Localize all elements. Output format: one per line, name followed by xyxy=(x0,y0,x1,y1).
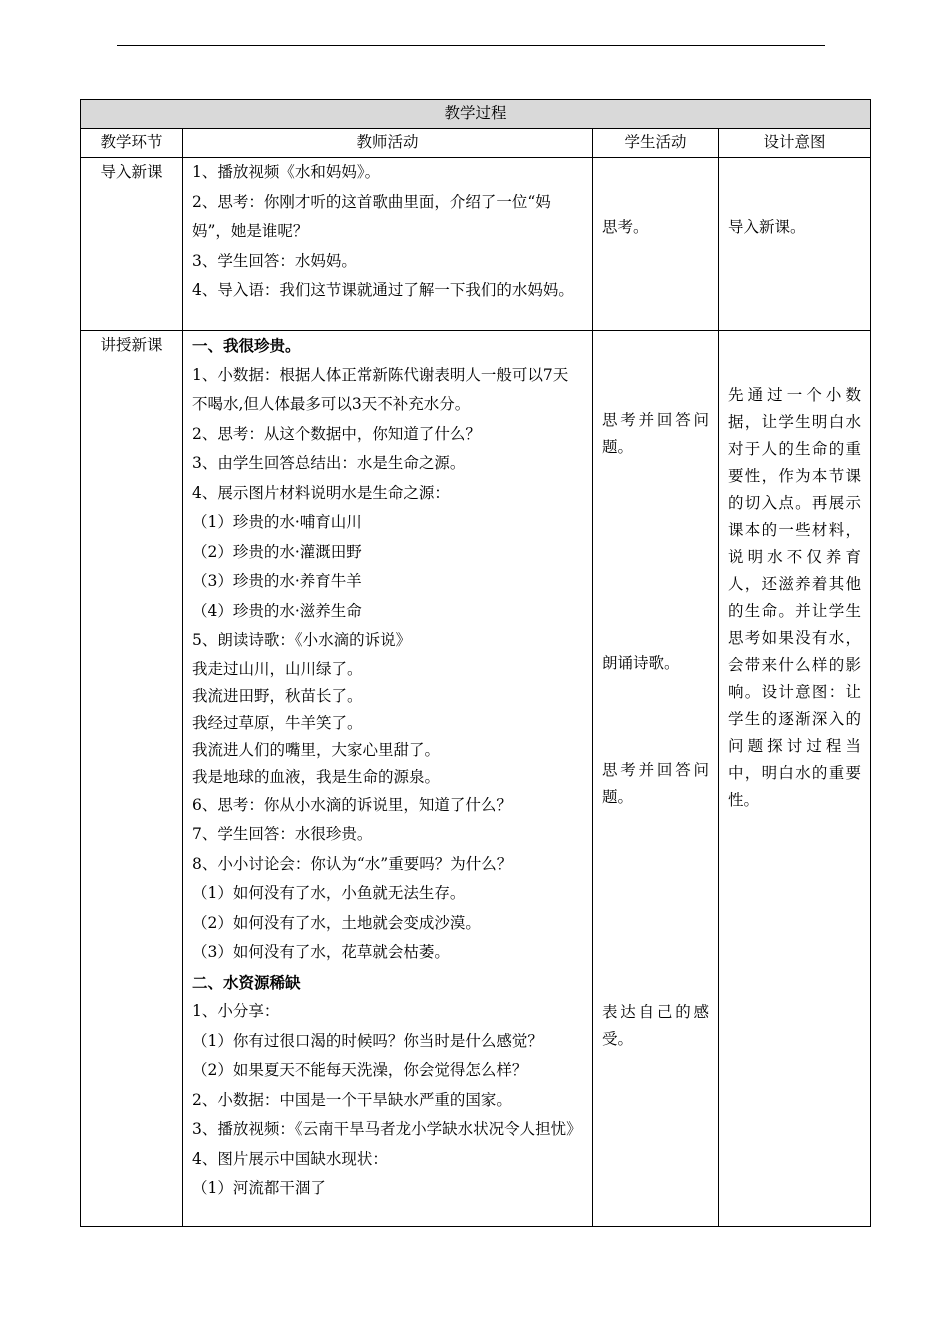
column-header-teacher: 教师活动 xyxy=(183,129,593,158)
section-heading: 二、水资源稀缺 xyxy=(192,972,301,992)
stage-cell: 导入新课 xyxy=(81,158,183,331)
teacher-subitem: （2）如果夏天不能每天洗澡，你会觉得怎么样？ xyxy=(192,1061,528,1079)
teacher-item: 1、播放视频《水和妈妈》。 xyxy=(192,163,381,181)
poem-line: 我流进人们的嘴里，大家心里甜了。 xyxy=(192,740,441,759)
column-header-intent: 设计意图 xyxy=(719,129,871,158)
teacher-item: 5、朗读诗歌：《小水滴的诉说》 xyxy=(192,631,412,649)
student-item: 思考并回答问题。 xyxy=(602,411,709,456)
design-intent-text: 导入新课。 xyxy=(728,218,806,236)
teacher-item: 3、由学生回答总结出：水是生命之源。 xyxy=(192,454,466,472)
poem-line: 我经过草原，牛羊笑了。 xyxy=(192,713,363,732)
teacher-item: 2、思考：从这个数据中，你知道了什么？ xyxy=(192,424,481,443)
student-item: 表达自己的感受。 xyxy=(602,1003,709,1048)
poem-line: 我走过山川，山川绿了。 xyxy=(192,659,363,678)
design-intent-cell xyxy=(719,331,871,1227)
student-item: 思考并回答问题。 xyxy=(602,761,709,806)
poem-line: 我是地球的血液，我是生命的源泉。 xyxy=(192,767,441,786)
teacher-subitem: （1）珍贵的水·哺育山川 xyxy=(192,513,362,531)
teacher-item: 8、小小讨论会：你认为“水”重要吗？为什么？ xyxy=(192,854,513,873)
table-header-row xyxy=(81,129,871,158)
teacher-subitem: （2）珍贵的水·灌溉田野 xyxy=(192,542,362,561)
teacher-subitem: （1）河流都干涸了 xyxy=(192,1179,326,1197)
teacher-subitem: （2）如何没有了水，土地就会变成沙漠。 xyxy=(192,913,481,932)
stage-cell: 讲授新课 xyxy=(81,331,183,1227)
teacher-item: 6、思考：你从小水滴的诉说里，知道了什么？ xyxy=(192,795,512,814)
student-item: 朗诵诗歌。 xyxy=(602,654,680,672)
teacher-activity-cell xyxy=(183,158,593,331)
teacher-subitem: （4）珍贵的水·滋养生命 xyxy=(192,601,362,620)
section-heading: 一、我很珍贵。 xyxy=(192,336,301,355)
teacher-item: 4、展示图片材料说明水是生命之源： xyxy=(192,483,450,502)
teacher-item: 4、图片展示中国缺水现状： xyxy=(192,1149,388,1168)
student-activity-cell xyxy=(593,158,719,331)
teacher-item: 7、学生回答：水很珍贵。 xyxy=(192,825,373,843)
table-row-teaching xyxy=(81,331,871,1227)
teacher-item: 1、小数据：根据人体正常新陈代谢表明人一般可以7天不喝水,但人体最多可以3天不补充水分。 xyxy=(192,365,569,413)
table-title-row xyxy=(81,100,871,129)
lesson-process-table xyxy=(80,99,871,1227)
design-intent-cell xyxy=(719,158,871,331)
teacher-subitem: （3）如何没有了水，花草就会枯萎。 xyxy=(192,943,450,961)
teacher-item: 2、思考：你刚才听的这首歌曲里面，介绍了一位“妈妈”，她是谁呢？ xyxy=(192,192,551,240)
table-title: 教学过程 xyxy=(81,100,871,129)
teacher-item: 3、学生回答：水妈妈。 xyxy=(192,251,357,270)
header-rule xyxy=(117,45,825,46)
teacher-item: 2、小数据：中国是一个干旱缺水严重的国家。 xyxy=(192,1090,512,1109)
teacher-subitem: （3）珍贵的水·养育牛羊 xyxy=(192,572,362,590)
student-item: 思考。 xyxy=(602,218,649,236)
design-intent-text: 先通过一个小数据，让学生明白水对于人的生命的重要性，作为本节课的切入点。再展示课本的一些材料，说明水不仅养育人，还滋养着其他的生命。并让学生思考如果没有水，会带来什么样的影响。设计意图：让学生的逐渐深入的问题探讨过程当中，明白水的重要性。 xyxy=(728,386,862,809)
teacher-subitem: （1）你有过很口渴的时候吗？你当时是什么感觉？ xyxy=(192,1031,543,1050)
teacher-activity-cell xyxy=(183,331,593,1227)
student-activity-cell xyxy=(593,331,719,1227)
teacher-item: 3、播放视频：《云南干旱马者龙小学缺水状况令人担忧》 xyxy=(192,1120,582,1138)
column-header-stage: 教学环节 xyxy=(81,129,183,158)
column-header-student: 学生活动 xyxy=(593,129,719,158)
teacher-item: 1、小分享： xyxy=(192,1002,280,1020)
table-row-intro xyxy=(81,158,871,331)
teacher-subitem: （1）如何没有了水，小鱼就无法生存。 xyxy=(192,884,466,902)
poem-line: 我流进田野，秋苗长了。 xyxy=(192,686,363,705)
teacher-item: 4、导入语：我们这节课就通过了解一下我们的水妈妈。 xyxy=(192,281,574,299)
